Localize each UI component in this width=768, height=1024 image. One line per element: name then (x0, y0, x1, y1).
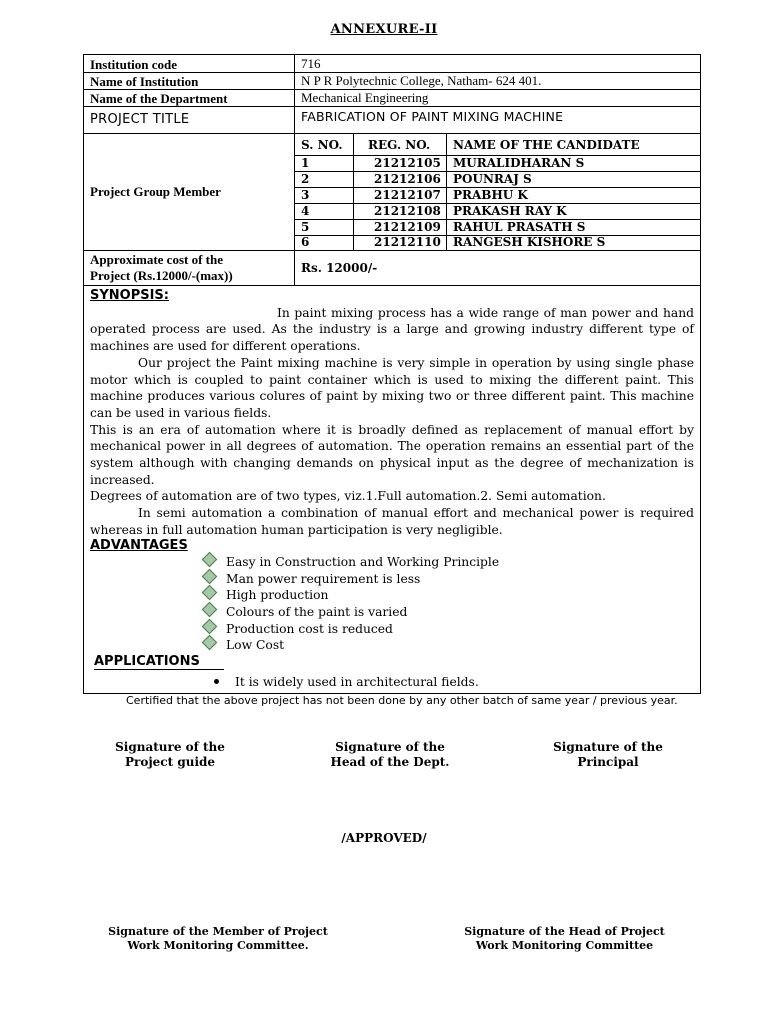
row-divider (84, 250, 700, 251)
row-candidate-name: RAHUL PRASATH S (453, 220, 586, 234)
certification-note: Certified that the above project has not been done by any other batch of same year / previous year. (126, 694, 678, 707)
project-title-label: PROJECT TITLE (90, 112, 190, 127)
department-label: Name of the Department (90, 91, 228, 106)
diamond-bullet-icon (202, 635, 218, 651)
table-row (295, 234, 700, 250)
list-item: Man power requirement is less (204, 571, 499, 588)
institution-code-label: Institution code (90, 57, 178, 72)
row-regno: 21212106 (374, 172, 441, 186)
synopsis-paragraph: Our project the Paint mixing machine is very simple in operation by using single phase motor which is coupled to paint container which is used to mixing the different paint. This machine produces various colures of paint by mixing two or three different paint. This machine can be used in various fields. (90, 355, 694, 420)
cost-value: Rs. 12000/- (301, 261, 378, 275)
department-value: Mechanical Engineering (301, 90, 429, 105)
row-candidate-name: PRAKASH RAY K (453, 204, 567, 218)
list-item: Colours of the paint is varied (204, 604, 499, 621)
synopsis-paragraph: In paint mixing process has a wide range of man power and hand operated process are used. As the industry is a large and growing industry different type of machines are used for different operations. (90, 305, 694, 354)
signature-committee-member: Signature of the Member of Project Work Monitoring Committee. (108, 925, 328, 952)
project-form-table (83, 54, 701, 694)
row-sno: 3 (301, 188, 310, 202)
list-item: Production cost is reduced (204, 621, 499, 638)
row-divider (84, 285, 700, 286)
synopsis-section (90, 288, 694, 539)
row-regno: 21212108 (374, 204, 441, 218)
annexure-title: ANNEXURE-II (330, 22, 438, 37)
list-item: It is widely used in architectural fields. (214, 675, 479, 689)
synopsis-paragraph: Degrees of automation are of two types, viz.1.Full automation.2. Semi automation. (90, 489, 606, 504)
signature-project-guide: Signature of the Project guide (115, 740, 225, 769)
table-row (295, 171, 700, 187)
advantages-list (204, 554, 499, 654)
signature-head-of-dept: Signature of the Head of the Dept. (330, 740, 450, 769)
row-sno: 2 (301, 172, 310, 186)
column-header-regno: REG. NO. (368, 138, 431, 152)
table-row (295, 203, 700, 219)
institution-name-value: N P R Polytechnic College, Natham- 624 401. (301, 73, 542, 88)
table-row (295, 187, 700, 203)
diamond-bullet-icon (202, 552, 218, 568)
row-regno: 21212107 (374, 188, 441, 202)
row-sno: 5 (301, 220, 310, 234)
members-table (295, 133, 700, 250)
cost-label-line2: Project (Rs.12000/-(max)) (90, 268, 233, 283)
cost-label (90, 252, 233, 284)
table-row (295, 155, 700, 171)
institution-name-label: Name of Institution (90, 74, 199, 89)
table-row (295, 219, 700, 235)
row-sno: 1 (301, 156, 310, 170)
applications-heading: APPLICATIONS (94, 654, 224, 670)
diamond-bullet-icon (202, 602, 218, 618)
row-sno: 4 (301, 204, 310, 218)
diamond-bullet-icon (202, 618, 218, 634)
row-regno: 21212110 (374, 235, 441, 249)
diamond-bullet-icon (202, 585, 218, 601)
row-regno: 21212105 (374, 156, 441, 170)
row-regno: 21212109 (374, 220, 441, 234)
row-sno: 6 (301, 235, 310, 249)
signature-committee-head: Signature of the Head of Project Work Monitoring Committee (464, 925, 665, 952)
list-item: Easy in Construction and Working Principle (204, 554, 499, 571)
synopsis-paragraph: In semi automation a combination of manual effort and mechanical power is required whereas in full automation human participation is very negligible. (90, 506, 694, 537)
synopsis-heading: SYNOPSIS: (90, 288, 169, 303)
cost-label-line1: Approximate cost of the (90, 252, 223, 267)
synopsis-paragraph: This is an era of automation where it is broadly defined as replacement of manual effort by mechanical power in all degrees of automation. The operation remains an essential part of the system although with changing demands on physical input as the degree of mechanization is increased. (90, 422, 694, 487)
row-candidate-name: RANGESH KISHORE S (453, 235, 606, 249)
row-candidate-name: MURALIDHARAN S (453, 156, 585, 170)
list-item: High production (204, 587, 499, 604)
signature-principal: Signature of the Principal (553, 740, 663, 769)
advantages-heading: ADVANTAGES (90, 538, 188, 553)
list-item: Low Cost (204, 637, 499, 654)
diamond-bullet-icon (202, 568, 218, 584)
project-title-value: FABRICATION OF PAINT MIXING MACHINE (301, 109, 564, 124)
institution-code-value: 716 (301, 56, 321, 71)
row-candidate-name: POUNRAJ S (453, 172, 532, 186)
row-candidate-name: PRABHU K (453, 188, 528, 202)
bullet-icon (214, 679, 219, 684)
column-header-sno: S. NO. (301, 138, 343, 152)
column-header-name: NAME OF THE CANDIDATE (453, 138, 640, 152)
members-label: Project Group Member (90, 184, 221, 199)
approved-stamp-text: /APPROVED/ (341, 831, 427, 845)
